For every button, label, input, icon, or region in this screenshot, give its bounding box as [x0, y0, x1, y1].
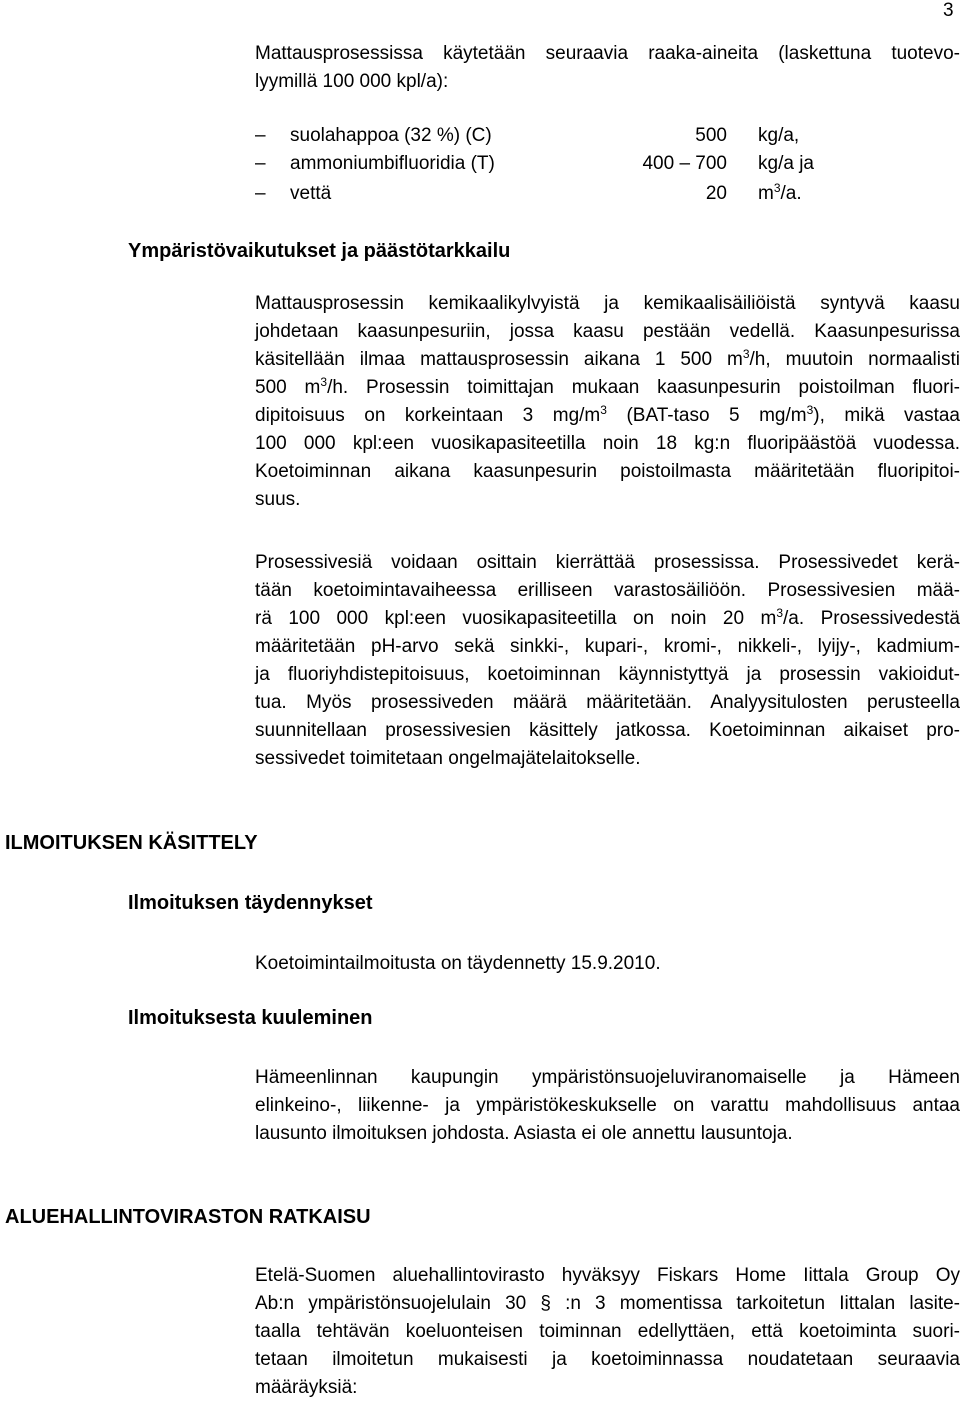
intro-line-1: Mattausprosessissa käytetään seuraavia raaka-aineita (laskettuna tuotevo-	[255, 43, 960, 64]
impacts-paragraph-2: Prosessivesiä voidaan osittain kierrättää prosessissa. Prosessivedet kerä- tään koetoimintavaiheessa erilliseen varastosäiliöön. Prosessivesien mää- rä 100 000 kpl:een vuosikapasiteetilla on noin 20 $m^3/a$. Prosessivedestä määritetään pH-arvo sekä sinkki-, kupari-, kromi-, nikkeli-, lyijy-, kadmium- ja fluoriyhdistepitoisuus, koetoiminnan käynnistyttyä ja prosessin vakioidut- tua. Myös prosessiveden määrä määritetään. Analyysitulosten perusteella suunnitellaan prosessivesien käsittely jatkossa. Koetoiminnan aikaiset pro- sessivedet toimitetaan ongelmajätelaitokselle.	[255, 552, 960, 769]
intro-paragraph	[255, 40, 960, 96]
material-unit: $m^3/a$.	[758, 181, 802, 204]
supplements-text: Koetoimintailmoitusta on täydennetty 15.9.2010.	[255, 953, 661, 974]
section-heading-impacts: Ympäristövaikutukset ja päästötarkkailu	[128, 240, 511, 262]
material-amount: 20	[705, 183, 727, 204]
material-name: suolahappoa (32 %) (C)	[290, 125, 492, 146]
hearing-paragraph: Hämeenlinnan kaupungin ympäristönsuojeluviranomaiselle ja Hämeen elinkeino-, liikenne- ja ympäristökeskukselle on varattu mahdollisuus antaa lausunto ilmoituksen johdosta. Asiasta ei ole annettu lausuntoja.	[255, 1067, 960, 1144]
intro-line-2: lyymillä 100 000 kpl/a):	[255, 71, 449, 92]
subheading-supplements: Ilmoituksen täydennykset	[128, 892, 373, 914]
material-unit: kg/a ja	[758, 153, 814, 174]
section-heading-decision: ALUEHALLINTOVIRASTON RATKAISU	[5, 1206, 371, 1228]
list-item	[255, 125, 815, 153]
decision-paragraph: Etelä-Suomen aluehallintovirasto hyväksyy Fiskars Home Iittala Group Oy Ab:n ympäristönsuojelulain 30 § :n 3 momentissa tarkoitetun Iittalan lasite- taalla tehtävän koeluonteisen toiminnan edellyttäen, että koetoiminta suori- tetaan ilmoitetun mukaisesti ja koetoiminnassa noudatetaan seuraavia määräyksiä:	[255, 1265, 960, 1398]
material-unit: kg/a,	[758, 125, 800, 146]
dash-bullet: –	[255, 183, 266, 204]
material-name: vettä	[290, 183, 332, 204]
dash-bullet: –	[255, 153, 266, 174]
material-name: ammoniumbifluoridia (T)	[290, 153, 495, 174]
section-heading-processing: ILMOITUKSEN KÄSITTELY	[5, 832, 258, 854]
material-amount: 400 – 700	[642, 153, 727, 174]
subheading-hearing: Ilmoituksesta kuuleminen	[128, 1007, 373, 1029]
page-number: 3	[943, 0, 954, 21]
list-item	[255, 183, 815, 211]
dash-bullet: –	[255, 125, 266, 146]
material-amount: 500	[695, 125, 727, 146]
impacts-paragraph-1: Mattausprosessin kemikaalikylvyistä ja kemikaalisäiliöistä syntyvä kaasu johdetaan kaasunpesuriin, jossa kaasu pestään vedellä. Kaasunpesurissa käsitellään ilmaa mattausprosessin aikana 1 500 $m^3/h$, muutoin normaalisti 500 $m^3/h$. Prosessin toimittajan mukaan kaasunpesurin poistoilman fluori- dipitoisuus on korkeintaan 3 $mg/m^3$ (BAT-taso 5 $mg/m^3$), mikä vastaa 100 000 kpl:een vuosikapasiteetilla noin 18 kg:n fluoripäästöä vuodessa. Koetoiminnan aikana kaasunpesurin poistoilmasta määritetään fluoripitoi- suus.	[255, 293, 960, 510]
list-item	[255, 153, 815, 181]
